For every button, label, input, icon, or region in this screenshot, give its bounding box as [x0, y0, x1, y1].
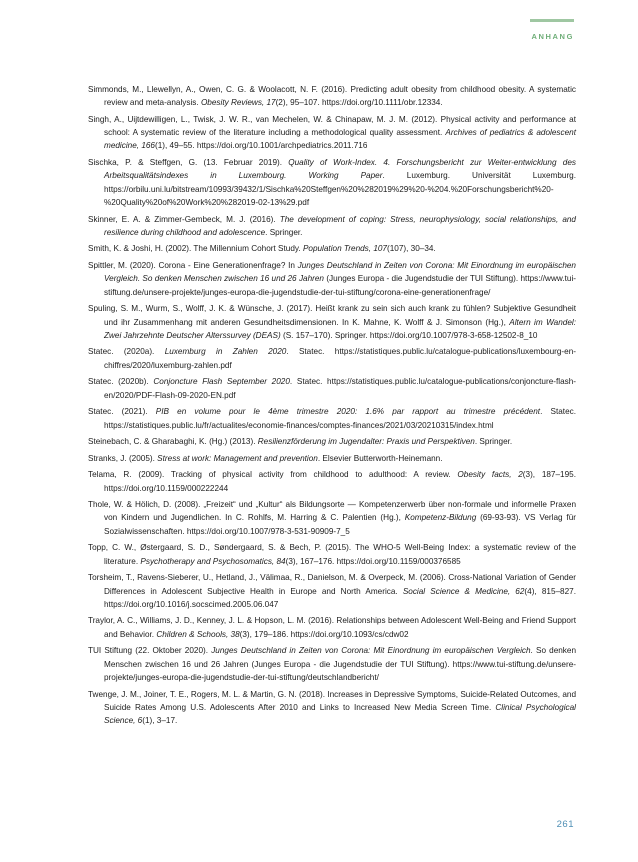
reference-text-segment: . Statec. https://statistiques.public.lu/catalogue-publications/luxembourg-en-chiffres/2020/luxemburg-zahlen.pdf [104, 347, 576, 370]
reference-italic-segment: Social Science & Medicine, 62 [402, 586, 525, 596]
reference-entry [88, 156, 576, 209]
reference-text-segment: . Luxemburg. Universität Luxemburg. https://orbilu.uni.lu/bitstream/10993/39432/1/Sischka%20Steffgen%20%282019%29%20-%204.%20Forschungsbericht%20-%20Quality%20of%20Work%20%282019-02-13%29.pdf [104, 171, 577, 207]
reference-italic-segment: Altern im Wandel: Zwei Jahrzehnte Deutscher Alterssurvey (DEAS) [104, 317, 576, 340]
reference-entry [88, 405, 576, 432]
reference-text-segment: . Springer. [265, 227, 303, 237]
reference-entry [88, 688, 576, 728]
reference-entry [88, 644, 576, 684]
reference-text-segment: . So denken Menschen zwischen 16 und 26 Jahren (Junges Europa - die Jugendstudie der TUI Stiftung). https://www.tui-stiftung.de/unsere-projekte/junges-europa-die-jugendstudie-der-tui-stiftung/deutschlandbericht/ [104, 646, 577, 682]
section-label: ANHANG [531, 32, 574, 41]
reference-text-segment: (3), 167–176. https://doi.org/10.1159/000376585 [285, 556, 461, 566]
reference-entry [88, 468, 576, 495]
reference-italic-segment: Obesity facts, 2 [457, 470, 523, 480]
reference-entry [88, 375, 576, 402]
reference-italic-segment: Stress at work: Management and prevention [157, 453, 318, 463]
reference-text-segment: Steinebach, C. & Gharabaghi, K. (Hg.) (2013). [88, 437, 258, 447]
reference-text-segment: Spuling, S. M., Wurm, S., Wolff, J. K. & Wünsche, J. (2017). Heißt krank zu sein sich auch krank zu fühlen? Subjektive Gesundheit und ihr Zusammenhang mit anderen Gesundheitsdimensionen. In K. Mahne, K. Wolff & J. Simonson (Hg.), [88, 304, 576, 327]
reference-italic-segment: Population Trends, 107 [302, 244, 387, 254]
reference-italic-segment: Junges Deutschland in Zeiten von Corona: Mit Einordnung im europäischen Vergleich [211, 646, 531, 656]
reference-italic-segment: Resilienzförderung im Jugendalter: Praxis und Perspektiven [257, 437, 475, 447]
reference-text-segment: (2), 95–107. https://doi.org/10.1111/obr.12334. [275, 98, 443, 108]
reference-italic-segment: Children & Schools, 38 [156, 629, 240, 639]
reference-italic-segment: Kompetenz-Bildung [404, 513, 477, 523]
reference-text-segment: Statec. (2021). [88, 407, 156, 417]
reference-text-segment: Thole, W. & Hölich, D. (2008). „Freizeit“ und „Kultur“ als Bildungsorte — Kompetenzerwerb über non-formale und informelle Praxen von Kindern und Jugendlichen. In C. Rohlfs, M. Harring & C. Palentien (Hg.), [88, 500, 576, 523]
reference-text-segment: (3), 187–195. https://doi.org/10.1159/000222244 [104, 470, 576, 493]
reference-text-segment: . Elsevier Butterworth-Heinemann. [317, 453, 443, 463]
reference-italic-segment: The development of coping: Stress, neurophysiology, social relationships, and resilience during childhood and adolescence [104, 214, 576, 237]
reference-text-segment: (S. 157–170). Springer. https://doi.org/10.1007/978-3-658-12502-8_10 [280, 330, 538, 340]
reference-text-segment: (4), 815–827. https://doi.org/10.1016/j.socscimed.2005.06.047 [104, 586, 576, 609]
reference-text-segment: Skinner, E. A. & Zimmer-Gembeck, M. J. (2016). [88, 214, 280, 224]
reference-entry [88, 213, 576, 240]
reference-entry [88, 435, 576, 448]
reference-entry [88, 302, 576, 342]
reference-text-segment: TUI Stiftung (22. Oktober 2020). [88, 646, 212, 656]
reference-text-segment: Stranks, J. (2005). [88, 453, 158, 463]
reference-text-segment: Traylor, A. C., Williams, J. D., Kenney, J. L. & Hopson, L. M. (2016). Relationships between Adolescent Well-Being and Friend Support and Behavior. [88, 616, 576, 639]
reference-text-segment: Twenge, J. M., Joiner, T. E., Rogers, M. L. & Martin, G. N. (2018). Increases in Depressive Symptoms, Suicide-Related Outcomes, and Suicide Rates Among U.S. Adolescents After 2010 and Links to Increased New Media Screen Time. [88, 689, 576, 712]
reference-entry [88, 571, 576, 611]
reference-text-segment: Statec. (2020b). [88, 377, 154, 387]
reference-text-segment: (1), 3–17. [142, 716, 178, 726]
reference-text-segment: (107), 30–34. [387, 244, 436, 254]
reference-entry [88, 259, 576, 299]
reference-text-segment: Topp, C. W., Østergaard, S. D., Søndergaard, S. & Bech, P. (2015). The WHO-5 Well-Being Index: a systematic review of the literature. [88, 543, 576, 566]
reference-text-segment: (69-93-93). VS Verlag für Sozialwissenschaften. https://doi.org/10.1007/978-3-531-90909-7_5 [104, 513, 576, 536]
reference-text-segment: (Junges Europa - die Jugendstudie der TUI Stiftung). https://www.tui-stiftung.de/unsere-projekte/junges-europa-die-jugendstudie-der-tui-stiftung/corona-eine-generationenfrage/ [104, 274, 576, 297]
reference-text-segment: Spittler, M. (2020). Corona - Eine Generationenfrage? In [88, 261, 298, 271]
reference-italic-segment: Clinical Psychological Science, 6 [104, 702, 576, 726]
reference-entry [88, 242, 576, 255]
reference-entry [88, 498, 576, 538]
reference-text-segment: . Statec. https://statistiques.public.lu/catalogue-publications/conjoncture-flash-en/2020/PDF-Flash-09-2020-EN.pdf [104, 377, 577, 400]
reference-italic-segment: Junges Deutschland in Zeiten von Corona: Mit Einordnung im europäischen Vergleich. So denken Menschen zwischen 16 und 26 Jahren [104, 261, 576, 284]
reference-text-segment: Torsheim, T., Ravens-Sieberer, U., Hetland, J., Välimaa, R., Danielson, M. & Overpeck, M. (2006). Cross-National Variation of Gender Differences in Adolescent Subjective Health in Europe and North America. [88, 573, 576, 596]
reference-text-segment: (3), 179–186. https://doi.org/10.1093/cs/cdw02 [239, 629, 409, 639]
reference-text-segment: . Springer. [474, 437, 513, 447]
reference-text-segment: Smith, K. & Joshi, H. (2002). The Millennium Cohort Study. [88, 244, 303, 254]
reference-entry [88, 541, 576, 568]
reference-text-segment: Sischka, P. & Steffgen, G. (13. Februar 2019). [88, 158, 289, 168]
reference-italic-segment: Archives of pediatrics & adolescent medicine, 166 [104, 128, 576, 151]
reference-entry [88, 83, 576, 110]
reference-text-segment: Simmonds, M., Llewellyn, A., Owen, C. G. & Woolacott, N. F. (2016). Predicting adult obesity from childhood obesity. A systematic review and meta-analysis. [88, 85, 576, 108]
reference-text-segment: Telama, R. (2009). Tracking of physical activity from childhood to adulthood: A review. [88, 470, 458, 480]
reference-text-segment: . Statec. https://statistiques.public.lu/fr/actualites/economie-finances/comptes-finances/2021/03/20210315/index.html [104, 407, 576, 430]
reference-entry [88, 614, 576, 641]
reference-italic-segment: Conjoncture Flash September 2020 [153, 377, 290, 387]
reference-italic-segment: Luxemburg in Zahlen 2020 [164, 347, 287, 357]
reference-text-segment: (1), 49–55. https://doi.org/10.1001/archpediatrics.2011.716 [154, 141, 368, 151]
reference-text-segment: Singh, A., Uijtdewilligen, L., Twisk, J. W. R., van Mechelen, W. & Chinapaw, M. J. M. (2012). Physical activity and performance at school: A systematic review of the literature including a methodological quality assessment. [88, 114, 576, 138]
reference-italic-segment: PIB en volume pour le 4ème trimestre 2020: 1.6% par rapport au trimestre précédent [155, 407, 541, 417]
reference-entry [88, 452, 576, 465]
page-number: 261 [556, 819, 574, 830]
reference-italic-segment: Psychotherapy and Psychosomatics, 84 [140, 556, 286, 566]
reference-text-segment: Statec. (2020a). [88, 347, 165, 357]
header-accent-bar [530, 19, 574, 22]
reference-italic-segment: Obesity Reviews, 17 [200, 98, 276, 108]
reference-entry [88, 345, 576, 372]
reference-list [88, 83, 576, 731]
reference-entry [88, 113, 576, 153]
reference-italic-segment: Quality of Work-Index. 4. Forschungsbericht zur Weiter-entwicklung des Arbeitsqualitätsindexes in Luxembourg. Working Paper [104, 158, 576, 181]
